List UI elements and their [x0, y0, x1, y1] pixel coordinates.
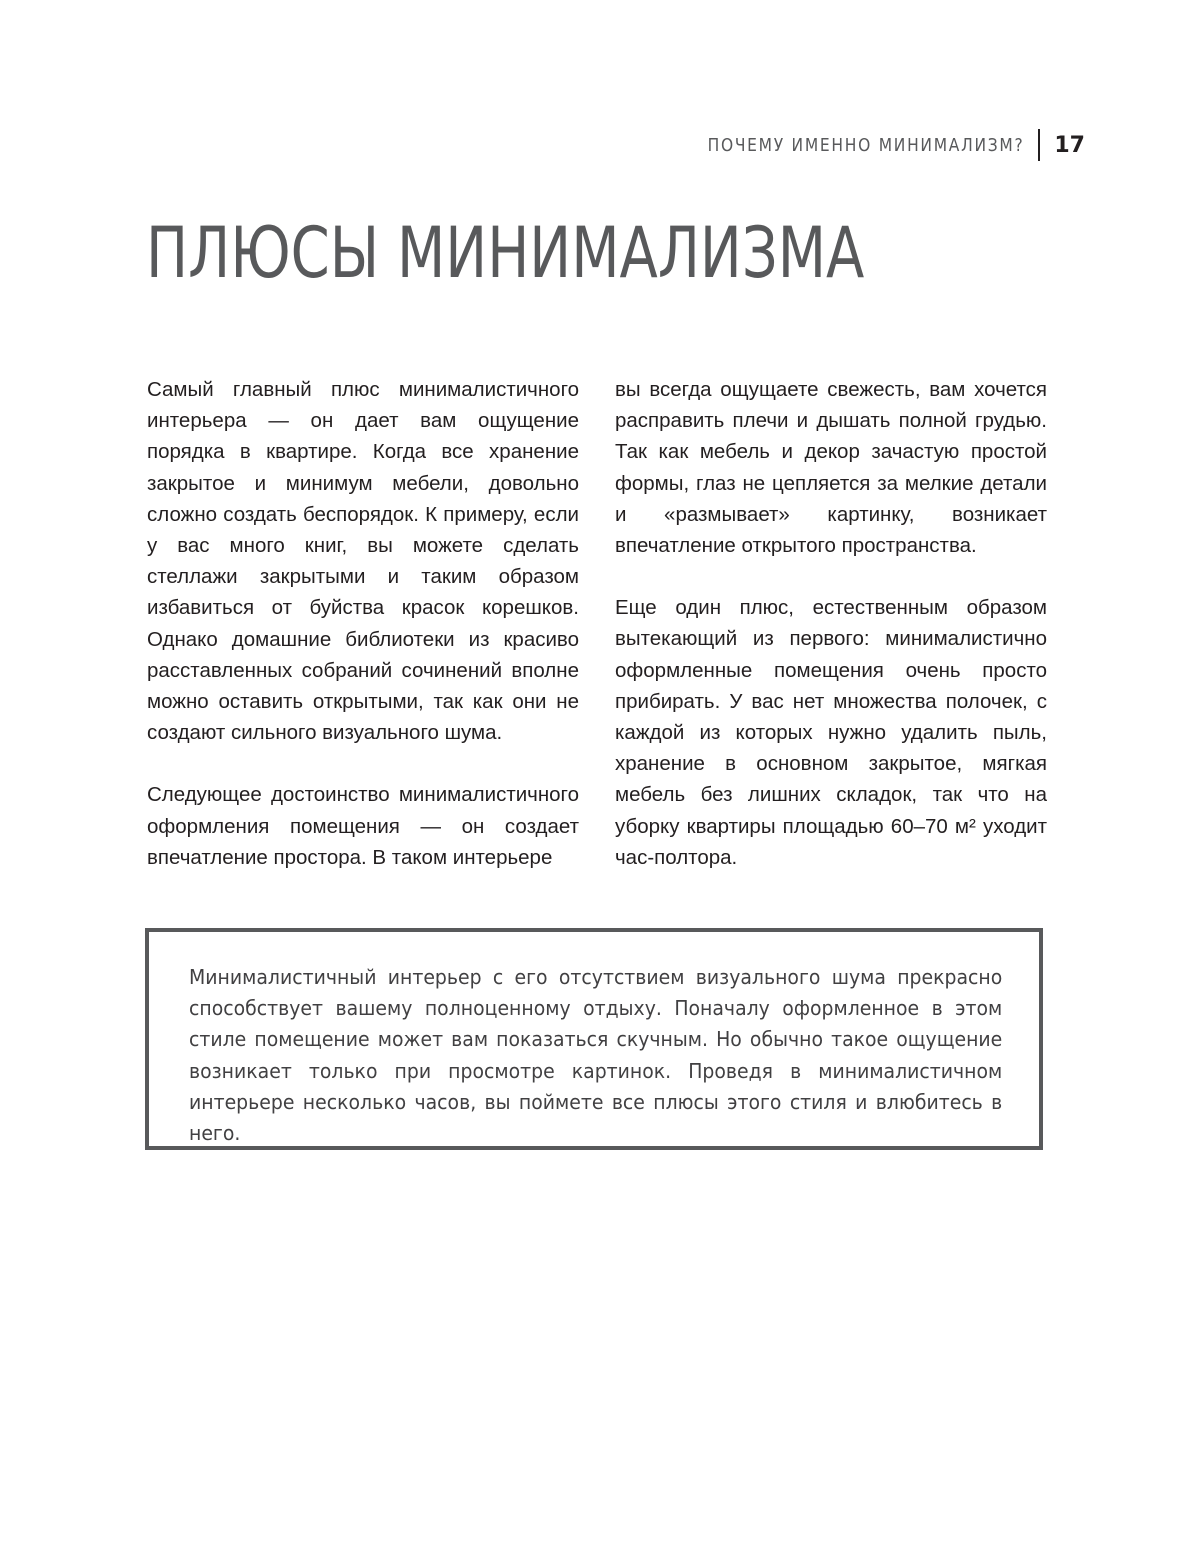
- header-divider: [1038, 129, 1040, 161]
- right-column: [615, 374, 1047, 873]
- paragraph: Еще один плюс, естественным образом вытекающий из первого: минималистично оформленные помещения очень просто прибирать. У вас нет множества полочек, с каждой из которых нужно удалить пыль, хранение в основном закрытое, мягкая мебель без лишних складок, так что на уборку квартиры площадью 60–70 м² уходит час-полтора.: [615, 596, 1047, 869]
- running-title: ПОЧЕМУ ИМЕННО МИНИМАЛИЗМ?: [707, 134, 1025, 156]
- paragraph: Следующее достоинство минималистичного оформления помещения — он создает впечатление простора. В таком интерьере: [147, 783, 579, 869]
- page-title: ПЛЮСЫ МИНИМАЛИЗМА: [146, 212, 865, 294]
- page-number: 17: [1054, 132, 1085, 158]
- paragraph: вы всегда ощущаете свежесть, вам хочется расправить плечи и дышать полной грудью. Так как мебель и декор зачастую простой формы, глаз не цепляется за мелкие детали и «размывает» картинку, возникает впечатление открытого пространства.: [615, 378, 1047, 558]
- body-columns: [147, 374, 1047, 873]
- callout-box: [145, 928, 1043, 1150]
- paragraph: Самый главный плюс минималистичного интерьера — он дает вам ощущение порядка в квартире. Когда все хранение закрытое и минимум мебели, довольно сложно создать беспорядок. К примеру, если у вас много книг, вы можете сделать стеллажи закрытыми и таким образом избавиться от буйства красок корешков. Однако домашние библиотеки из красиво расставленных собраний сочинений вполне можно оставить открытыми, так как они не создают сильного визуального шума.: [147, 378, 579, 745]
- callout-text: Минималистичный интерьер с его отсутствием визуального шума прекрасно способствует вашему полноценному отдыху. Поначалу оформленное в этом стиле помещение может вам показаться скучным. Но обычно такое ощущение возникает только при просмотре картинок. Проведя в минималистичном интерьере несколько часов, вы поймете все плюсы этого стиля и влюбитесь в него.: [189, 965, 1003, 1146]
- running-head: [656, 128, 1085, 162]
- left-column: [147, 374, 579, 873]
